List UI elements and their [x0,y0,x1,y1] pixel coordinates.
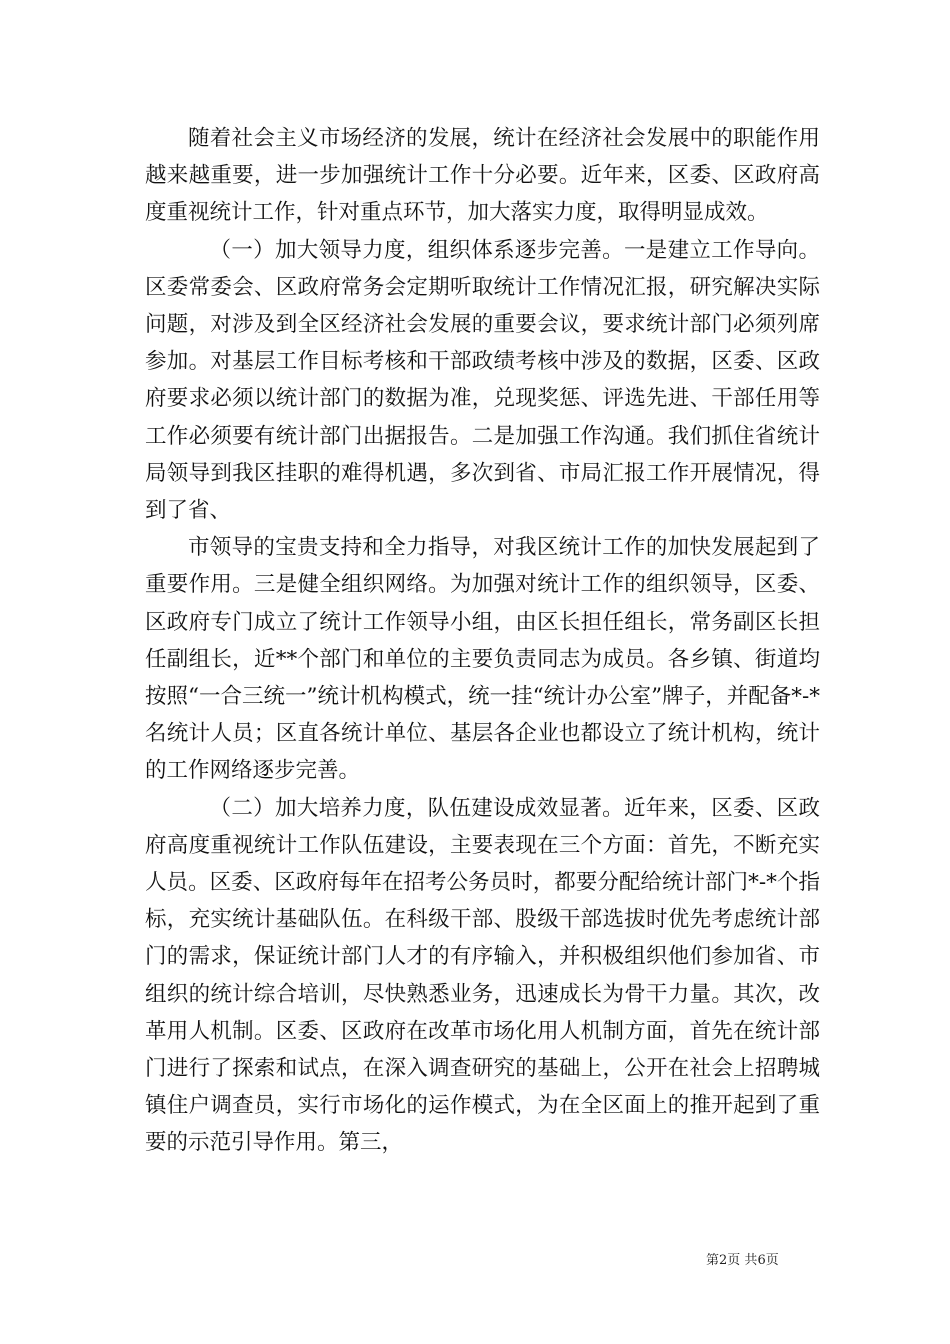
footer-current-page: 2 [719,1253,728,1268]
document-body [145,120,820,1162]
paragraph-intro: 随着社会主义市场经济的发展，统计在经济社会发展中的职能作用越来越重要，进一步加强统计工作十分必要。近年来，区委、区政府高度重视统计工作，针对重点环节，加大落实力度，取得明显成效。 [145,126,820,226]
footer-prefix: 第 [706,1253,720,1268]
footer-suffix: 页 [765,1253,779,1268]
page-number-footer [706,1249,779,1268]
paragraph-section-one: （一）加大领导力度，组织体系逐步完善。一是建立工作导向。区委常委会、区政府常务会定期听取统计工作情况汇报，研究解决实际问题，对涉及到全区经济社会发展的重要会议，要求统计部门必须列席参加。对基层工作目标考核和干部政绩考核中涉及的数据，区委、区政府要求必须以统计部门的数据为准，兑现奖惩、评选先进、干部任用等工作必须要有统计部门出据报告。二是加强工作沟通。我们抓住省统计局领导到我区挂职的难得机遇，多次到省、市局汇报工作开展情况，得到了省、 [145,237,820,524]
paragraph-continuation: 市领导的宝贵支持和全力指导，对我区统计工作的加快发展起到了重要作用。三是健全组织网络。为加强对统计工作的组织领导，区委、区政府专门成立了统计工作领导小组，由区长担任组长，常务副区长担任副组长，近**个部门和单位的主要负责同志为成员。各乡镇、街道均按照“一合三统一”统计机构模式，统一挂“统计办公室”牌子，并配备*-*名统计人员；区直各统计单位、基层各企业也都设立了统计机构，统计的工作网络逐步完善。 [145,535,820,784]
footer-total-pages: 6 [757,1253,766,1268]
paragraph-section-two: （二）加大培养力度，队伍建设成效显著。近年来，区委、区政府高度重视统计工作队伍建设，主要表现在三个方面：首先，不断充实人员。区委、区政府每年在招考公务员时，都要分配给统计部门*-*个指标，充实统计基础队伍。在科级干部、股级干部选拔时优先考虑统计部门的需求，保证统计部门人才的有序输入，并积极组织他们参加省、市组织的统计综合培训，尽快熟悉业务，迅速成长为骨干力量。其次，改革用人机制。区委、区政府在改革市场化用人机制方面，首先在统计部门进行了探索和试点，在深入调查研究的基础上，公开在社会上招聘城镇住户调查员，实行市场化的运作模式，为在全区面上的推开起到了重要的示范引导作用。第三， [145,795,820,1156]
footer-middle: 页 共 [727,1253,758,1268]
